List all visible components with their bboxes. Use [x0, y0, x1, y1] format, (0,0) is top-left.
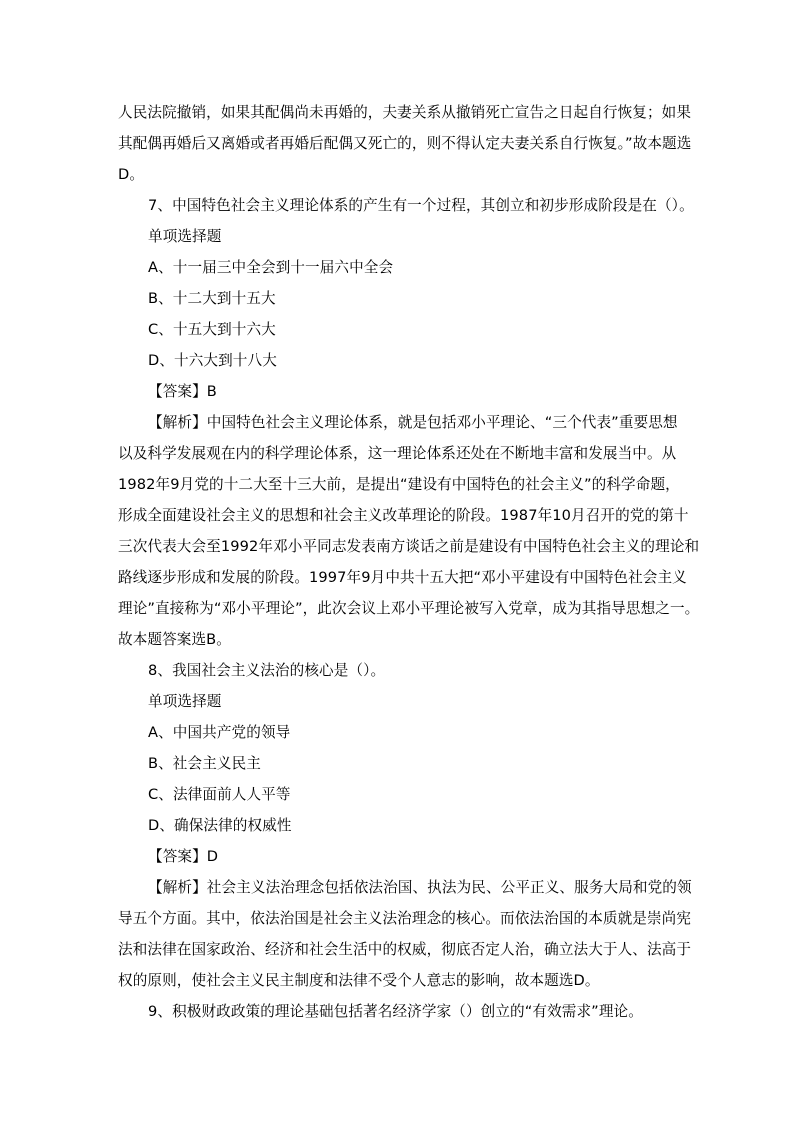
option-line: D、确保法律的权威性	[148, 817, 292, 834]
analysis-line: 【解析】社会主义法治理念包括依法治国、执法为民、公平正义、服务大局和党的领	[148, 879, 692, 896]
paragraph-line: 其配偶再婚后又离婚或者再婚后配偶又死亡的，则不得认定夫妻关系自行恢复。”故本题选	[118, 135, 692, 152]
question-line: 8、我国社会主义法治的核心是（）。	[148, 662, 386, 679]
option-line: A、十一届三中全会到十一届六中全会	[148, 259, 394, 276]
analysis-line: 1982年9月党的十二大至十三大前，是提出“建设有中国特色的社会主义”的科学命题，	[118, 476, 680, 493]
question-line: 7、中国特色社会主义理论体系的产生有一个过程，其创立和初步形成阶段是在（）。	[148, 197, 694, 214]
analysis-line: 路线逐步形成和发展的阶段。1997年9月中共十五大把“邓小平建设有中国特色社会主义	[118, 569, 687, 586]
option-line: B、十二大到十五大	[148, 290, 276, 307]
analysis-line: 形成全面建设社会主义的思想和社会主义改革理论的阶段。1987年10月召开的党的第十	[118, 507, 689, 524]
option-line: B、社会主义民主	[148, 755, 261, 772]
paragraph-line: 人民法院撤销，如果其配偶尚未再婚的，夫妻关系从撤销死亡宣告之日起自行恢复；如果	[118, 104, 692, 121]
option-line: D、十六大到十八大	[148, 352, 277, 369]
option-line: A、中国共产党的领导	[148, 724, 291, 741]
paragraph-line: D。	[118, 166, 145, 183]
answer-line: 【答案】D	[148, 848, 219, 865]
question-line: 9、积极财政政策的理论基础包括著名经济学家（）创立的“有效需求”理论。	[148, 1003, 643, 1020]
analysis-line: 导五个方面。其中，依法治国是社会主义法治理念的核心。而依法治国的本质就是崇尚宪	[118, 910, 692, 927]
question-type-line: 单项选择题	[148, 228, 222, 245]
analysis-line: 三次代表大会至1992年邓小平同志发表南方谈话之前是建设有中国特色社会主义的理论和	[118, 538, 700, 555]
analysis-line: 【解析】中国特色社会主义理论体系，就是包括邓小平理论、“三个代表”重要思想	[148, 414, 678, 431]
analysis-line: 以及科学发展观在内的科学理论体系，这一理论体系还处在不断地丰富和发展当中。从	[118, 445, 677, 462]
answer-line: 【答案】B	[148, 383, 217, 400]
option-line: C、法律面前人人平等	[148, 786, 291, 803]
option-line: C、十五大到十六大	[148, 321, 276, 338]
analysis-line: 法和法律在国家政治、经济和社会生活中的权威，彻底否定人治，确立法大于人、法高于	[118, 941, 692, 958]
analysis-line: 权的原则，使社会主义民主制度和法律不受个人意志的影响，故本题选D。	[118, 972, 600, 989]
analysis-line: 理论”直接称为“邓小平理论”，此次会议上邓小平理论被写入党章，成为其指导思想之一。	[118, 600, 700, 617]
analysis-line: 故本题答案选B。	[118, 631, 231, 648]
question-type-line: 单项选择题	[148, 693, 222, 710]
